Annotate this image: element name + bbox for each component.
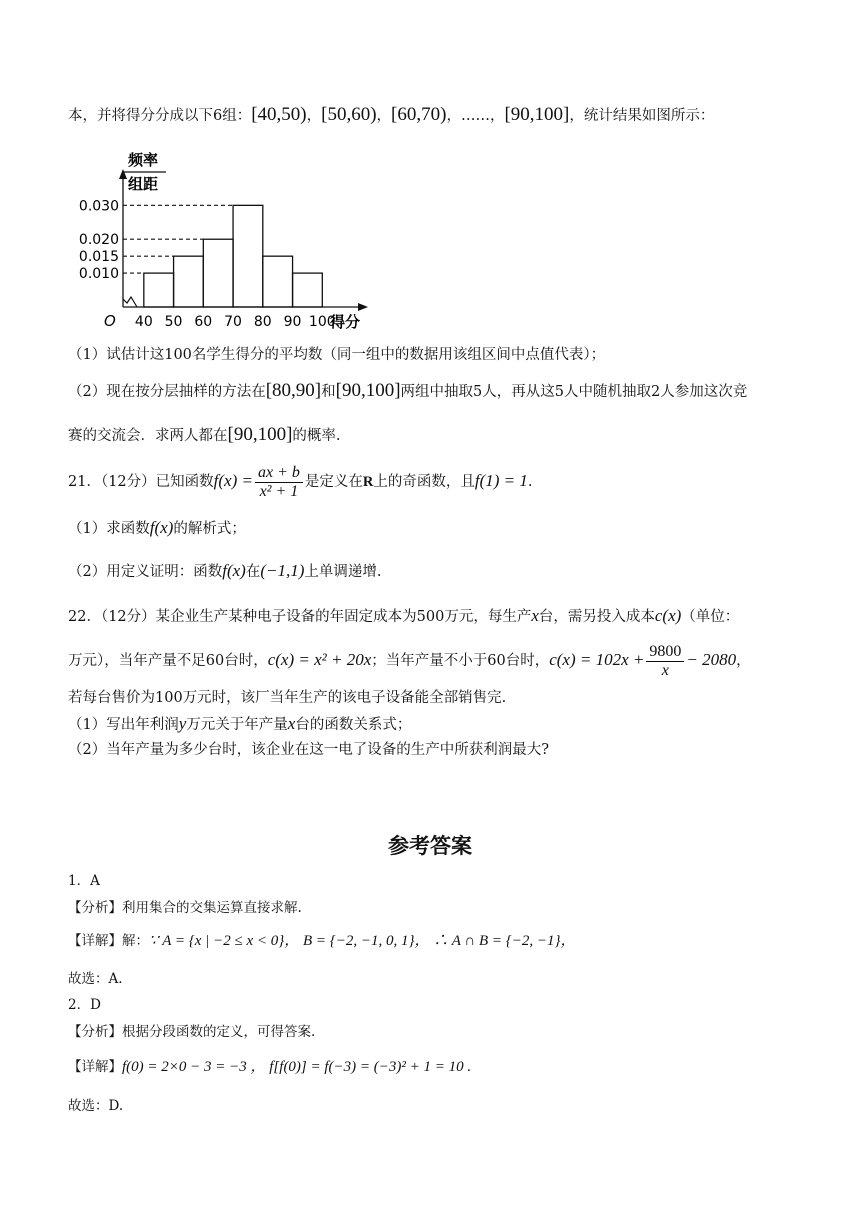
q22-denominator: x	[661, 661, 669, 679]
q22-part1-text-c: 台的函数关系式；	[295, 717, 412, 733]
interval-3: [60,70)	[391, 104, 447, 125]
x-tick-label: 90	[283, 314, 302, 330]
q22-line3-text: 若每台售价为100万元时，该厂当年生产的该电子设备能全部销售完.	[68, 690, 507, 706]
frequency-histogram	[68, 145, 388, 335]
q21-fraction	[255, 464, 303, 501]
q20-part2-text-b: 和	[321, 384, 336, 400]
ellipsis: ……	[460, 108, 490, 124]
q21-part1-fx: f(x)	[149, 518, 174, 537]
answer-1-detail-math: ∵ A = {x | −2 ≤ x < 0}， B = {−2, −1, 0, 1}， ∴ A ∩ B = {−2, −1}，	[149, 933, 576, 949]
q21-interval: (−1,1)	[260, 561, 305, 580]
q22-part1	[68, 713, 411, 736]
q22-part1-text-a: （1）写出年利润	[68, 717, 179, 733]
histogram-bar	[174, 256, 204, 307]
q22-fraction	[646, 643, 684, 680]
q21-text-a: 21．（12分）已知函数	[68, 474, 214, 490]
q21-text-b: 是定义在	[304, 474, 363, 490]
q22-var-x-2: x	[287, 714, 296, 733]
q20-part2-text-a: （2）现在按分层抽样的方法在	[68, 384, 266, 400]
answer-2-analysis: 【分析】根据分段函数的定义，可得答案.	[68, 1024, 316, 1040]
q22-text-b: 台，需另投入成本	[538, 609, 655, 625]
q21-real-set: R	[362, 474, 374, 490]
q22-cost-formula-2b: − 2080	[686, 650, 737, 669]
q21-text-d: .	[527, 474, 533, 490]
x-axis-arrow	[358, 303, 368, 311]
q22-part2	[68, 739, 549, 761]
q21-text-c: 上的奇函数，且	[373, 474, 475, 490]
y-axis-arrow	[119, 169, 127, 179]
q21-condition: f(1) = 1	[474, 471, 528, 490]
q21-part2-text-c: 上单调递增.	[304, 564, 382, 580]
q22-line2-text-b: ；当年产量不小于60台时，	[371, 653, 550, 669]
q22-text-c: （单位：	[681, 609, 740, 625]
y-tick-label: 0.020	[78, 232, 119, 249]
q22-cost-fn: c(x)	[654, 606, 682, 625]
q21-header	[68, 462, 533, 501]
q21-numerator: ax + b	[255, 464, 303, 483]
q20-part1	[68, 344, 605, 366]
q21-part1	[68, 517, 246, 540]
q20-range-80-90: [80,90]	[265, 380, 322, 401]
q22-line2	[68, 641, 751, 680]
intro-text: 本，并将得分分成以下6组：	[68, 108, 252, 124]
interval-1: [40,50)	[251, 104, 307, 125]
histogram-bar	[293, 273, 323, 307]
x-axis-label: 得分	[330, 313, 361, 331]
intro-text-end: ，统计结果如图所示：	[569, 108, 715, 124]
q20-part2-cont	[68, 424, 341, 447]
q22-numerator: 9800	[646, 643, 684, 662]
answer-2-detail	[68, 1056, 471, 1078]
answer-2-detail-math: f(0) = 2×0 − 3 = −3 ， f[f(0)] = f(−3) = (−3)² + 1 = 10 .	[122, 1059, 472, 1075]
x-tick-label: 50	[164, 314, 183, 330]
answer-1-choice: 故选：A.	[68, 971, 123, 987]
q20-part2-text-c: 两组中抽取5人，再从这5人中随机抽取2人参加这次竞	[400, 384, 748, 400]
q22-cost-formula-1: c(x) = x² + 20x	[267, 650, 372, 669]
q22-line3	[68, 687, 506, 709]
origin-label: O	[104, 312, 116, 330]
answer-2: 2．D	[68, 997, 101, 1013]
q22-var-y: y	[178, 714, 187, 733]
q20-part3-text-b: 的概率.	[292, 428, 341, 444]
interval-6: [90,100]	[504, 104, 570, 125]
q22-part2-text: （2）当年产量为多少台时，该企业在这一电了设备的生产中所获利润最大?	[68, 742, 549, 758]
q21-part1-text-b: 的解析式；	[173, 521, 246, 537]
q21-part2-fx: f(x)	[222, 561, 246, 580]
q20-part1-text: （1）试估计这100名学生得分的平均数（同一组中的数据用该组区间中点值代表）；	[68, 347, 606, 363]
axis-break	[123, 297, 137, 307]
answer-1-detail	[68, 930, 575, 952]
y-tick-label: 0.030	[78, 198, 119, 215]
q22-var-x: x	[531, 606, 539, 625]
q20-part3-text-a: 赛的交流会．求两人都在	[68, 428, 228, 444]
q21-denominator: x² + 1	[259, 482, 299, 500]
q22-line2-text-a: 万元），当年产量不足60台时，	[68, 653, 268, 669]
histogram-bar	[203, 239, 233, 307]
histogram-bar	[144, 273, 174, 307]
q21-part2	[68, 560, 381, 583]
histogram-bar	[263, 256, 293, 307]
answer-1-detail-label: 【详解】解：	[68, 933, 149, 949]
answer-1: 1．A	[68, 873, 100, 889]
y-tick-label: 0.015	[78, 249, 119, 266]
q22-cost-formula-2a: c(x) = 102x +	[549, 650, 645, 669]
q20-range-90-100-b: [90,100]	[227, 424, 293, 445]
x-tick-label: 100	[308, 314, 336, 330]
intro-line: 本，并将得分分成以下6组：[40,50)，[50,60)，[60,70)，……，[90,100]，统计结果如图所示：	[68, 104, 715, 125]
y-axis-label-top: 频率	[128, 151, 159, 169]
x-tick-label: 80	[253, 314, 272, 330]
x-tick-label: 60	[194, 314, 213, 330]
y-axis-label-bottom: 组距	[128, 175, 159, 193]
q20-part2	[68, 380, 747, 403]
y-tick-label: 0.010	[78, 266, 119, 283]
x-tick-label: 70	[224, 314, 242, 330]
q22-part1-text-b: 万元关于年产量	[186, 717, 288, 733]
histogram-bar	[233, 205, 263, 307]
answers-title: 参考答案	[388, 834, 472, 858]
q22-line1	[68, 605, 739, 628]
q20-range-90-100: [90,100]	[335, 380, 401, 401]
answer-1-analysis: 【分析】利用集合的交集运算直接求解.	[68, 900, 302, 916]
q22-line2-text-c: ，	[736, 653, 751, 669]
q21-part1-text-a: （1）求函数	[68, 521, 150, 537]
q21-fx: f(x) =	[213, 471, 253, 490]
q22-text-a: 22．（12分）某企业生产某种电子设备的年固定成本为500万元，每生产	[68, 609, 532, 625]
interval-2: [50,60)	[321, 104, 377, 125]
answer-2-detail-label: 【详解】	[68, 1059, 122, 1075]
answer-2-choice: 故选：D.	[68, 1098, 124, 1114]
q21-part2-text-b: 在	[245, 564, 261, 580]
x-tick-label: 40	[134, 314, 153, 330]
q21-part2-text-a: （2）用定义证明：函数	[68, 564, 223, 580]
